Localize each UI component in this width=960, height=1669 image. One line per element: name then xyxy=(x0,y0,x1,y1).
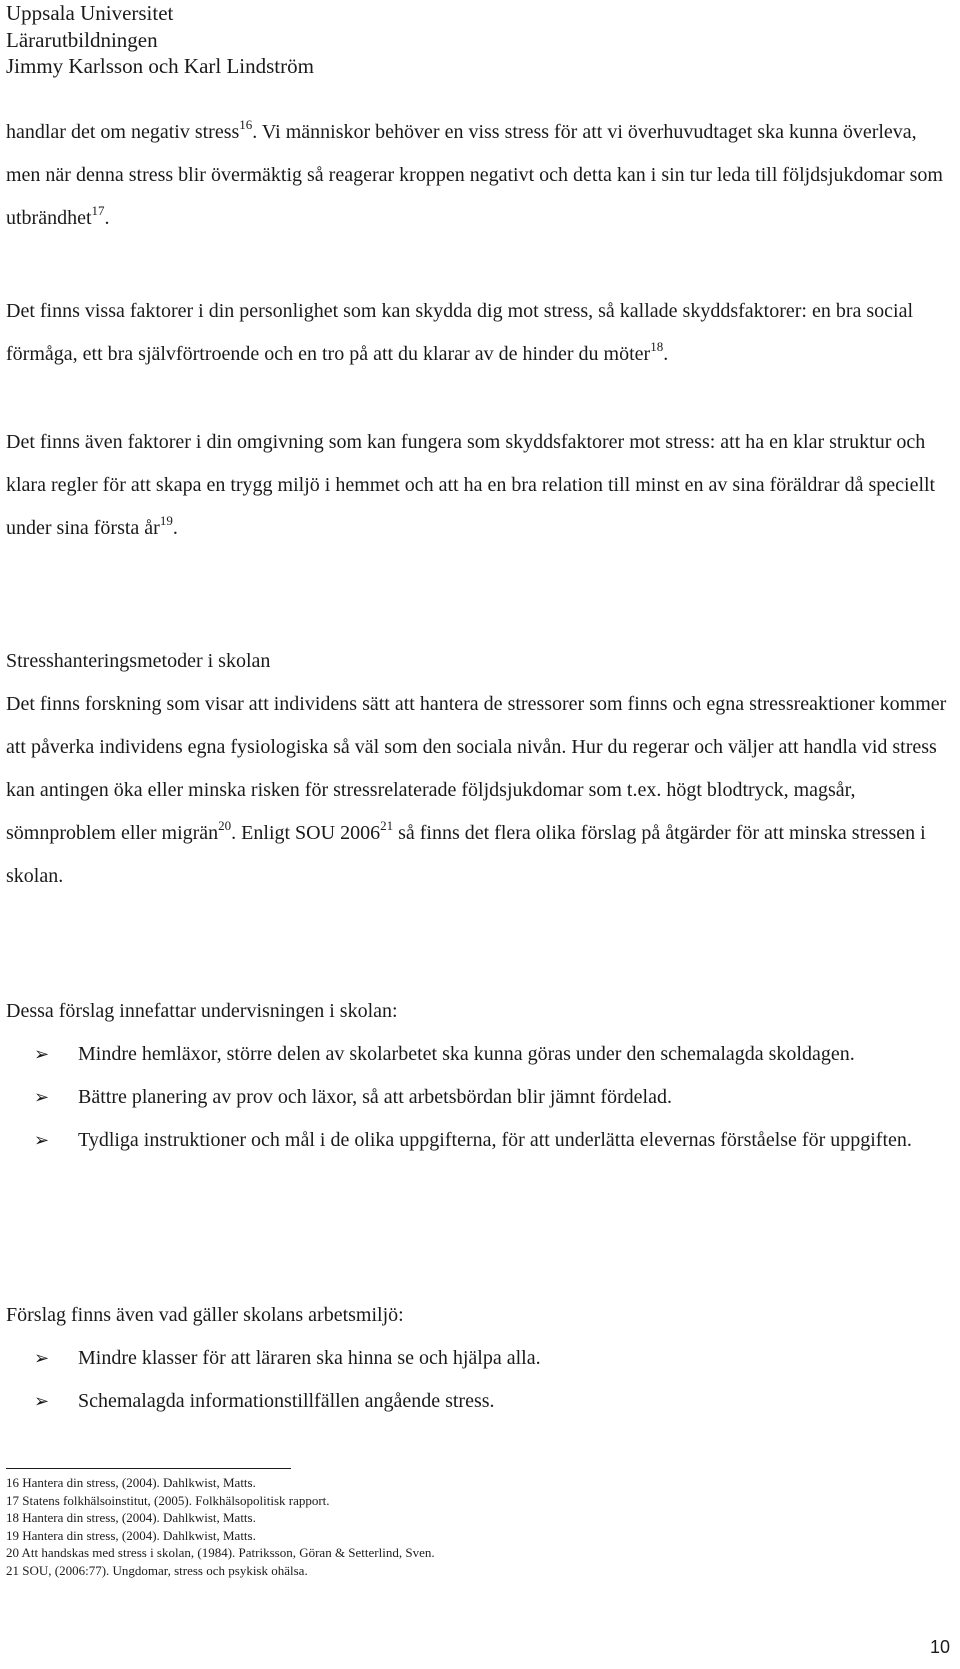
paragraph-text: Det finns vissa faktorer i din personlighet som kan skydda dig mot stress, så kallade skyddsfaktorer: en bra social förmåga, ett bra självförtroende och en tro på att du klarar av de hinder du möter xyxy=(6,300,914,365)
footnote: 19 Hantera din stress, (2004). Dahlkwist, Matts. xyxy=(6,1527,256,1543)
list-item-text: Mindre hemläxor, större delen av skolarbetet ska kunna göras under den schemalagda skoldagen. xyxy=(78,1043,855,1065)
footnote-ref-16: 16 xyxy=(239,117,253,132)
header-program: Lärarutbildningen xyxy=(6,27,158,52)
paragraph-text: handlar det om negativ stress xyxy=(6,121,240,143)
paragraph-text: . Enligt SOU 2006 xyxy=(231,822,381,844)
header-authors: Jimmy Karlsson och Karl Lindström xyxy=(6,54,314,78)
list-item-text: Mindre klasser för att läraren ska hinna se och hjälpa alla. xyxy=(78,1347,541,1369)
list-item-text: Tydliga instruktioner och mål i de olika uppgifterna, för att underlätta elevernas förståelse för uppgiften. xyxy=(78,1129,912,1151)
paragraph-research xyxy=(6,683,956,898)
paragraph-text: Det finns forskning som visar att individens sätt att hantera de stressorer som finns och egna stressreaktioner kommer att påverka individens egna fysiologiska så väl som den sociala nivån. Hur du regerar och väljer att handla vid stress kan antingen öka eller minska risken för stressrelaterade följdsjukdomar som t.ex. högt blodtryck, magsår, sömnproblem eller migrän xyxy=(6,693,947,844)
footnote: 18 Hantera din stress, (2004). Dahlkwist, Matts. xyxy=(6,1510,256,1525)
list-item xyxy=(6,1380,956,1423)
section-heading: Stresshanteringsmetoder i skolan xyxy=(6,650,271,672)
footnote: 21 SOU, (2006:77). Ungdomar, stress och psykisk ohälsa. xyxy=(6,1562,308,1578)
arrow-bullet-icon: ➢ xyxy=(34,1087,50,1108)
paragraph-text: . xyxy=(104,207,110,229)
footnote-separator xyxy=(6,1468,291,1469)
page-number: 10 xyxy=(929,1637,950,1657)
paragraph-text: . xyxy=(663,343,669,365)
footnote-ref-17: 17 xyxy=(91,203,105,218)
footnotes xyxy=(6,1474,435,1579)
teaching-proposals-list xyxy=(6,1033,956,1162)
arrow-bullet-icon: ➢ xyxy=(34,1044,50,1065)
footnote-ref-20: 20 xyxy=(218,818,232,833)
list-item-text: Bättre planering av prov och läxor, så att arbetsbördan blir jämnt fördelad. xyxy=(78,1086,672,1108)
header-university: Uppsala Universitet xyxy=(6,1,174,25)
paragraph-text: Det finns även faktorer i din omgivning som kan fungera som skyddsfaktorer mot stress: att ha en klar struktur och klara regler för att skapa en trygg miljö i hemmet och att ha en bra relation till minst en av sina föräldrar då speciellt under sina första år xyxy=(6,431,936,539)
arrow-bullet-icon: ➢ xyxy=(34,1391,50,1412)
paragraph-environment-factors xyxy=(6,421,956,550)
paragraph-text: . Vi människor behöver en viss stress för att vi överhuvudtaget ska kunna överleva, men när denna stress blir övermäktig så reagerar kroppen negativt och detta kan i sin tur leda till följdsjukdomar som utbrändhet xyxy=(6,121,943,229)
footnote: 17 Statens folkhälsoinstitut, (2005). Folkhälsopolitisk rapport. xyxy=(6,1492,330,1508)
footnote: 16 Hantera din stress, (2004). Dahlkwist, Matts. xyxy=(6,1475,256,1490)
paragraph-text: så finns det flera olika förslag på åtgärder för att minska stressen i skolan. xyxy=(6,822,926,887)
paragraph-text: . xyxy=(172,517,178,539)
arrow-bullet-icon: ➢ xyxy=(34,1130,50,1151)
work-environment-list xyxy=(6,1337,956,1423)
list-item xyxy=(6,1337,956,1380)
list-item xyxy=(6,1119,956,1162)
arrow-bullet-icon: ➢ xyxy=(34,1348,50,1369)
footnote-ref-21: 21 xyxy=(380,818,394,833)
list-item-text: Schemalagda informationstillfällen angående stress. xyxy=(78,1390,495,1412)
footnote-ref-18: 18 xyxy=(650,339,664,354)
list-item xyxy=(6,1033,956,1076)
paragraph-work-environment: Förslag finns även vad gäller skolans arbetsmiljö: xyxy=(6,1304,404,1326)
paragraph-teaching-proposals: Dessa förslag innefattar undervisningen i skolan: xyxy=(6,1000,398,1022)
footnote: 20 Att handskas med stress i skolan, (1984). Patriksson, Göran & Setterlind, Sven. xyxy=(6,1545,435,1560)
list-item xyxy=(6,1076,956,1119)
paragraph-negative-stress xyxy=(6,111,956,240)
footnote-ref-19: 19 xyxy=(159,513,173,528)
page-header xyxy=(6,0,314,80)
paragraph-personality-factors xyxy=(6,290,956,376)
